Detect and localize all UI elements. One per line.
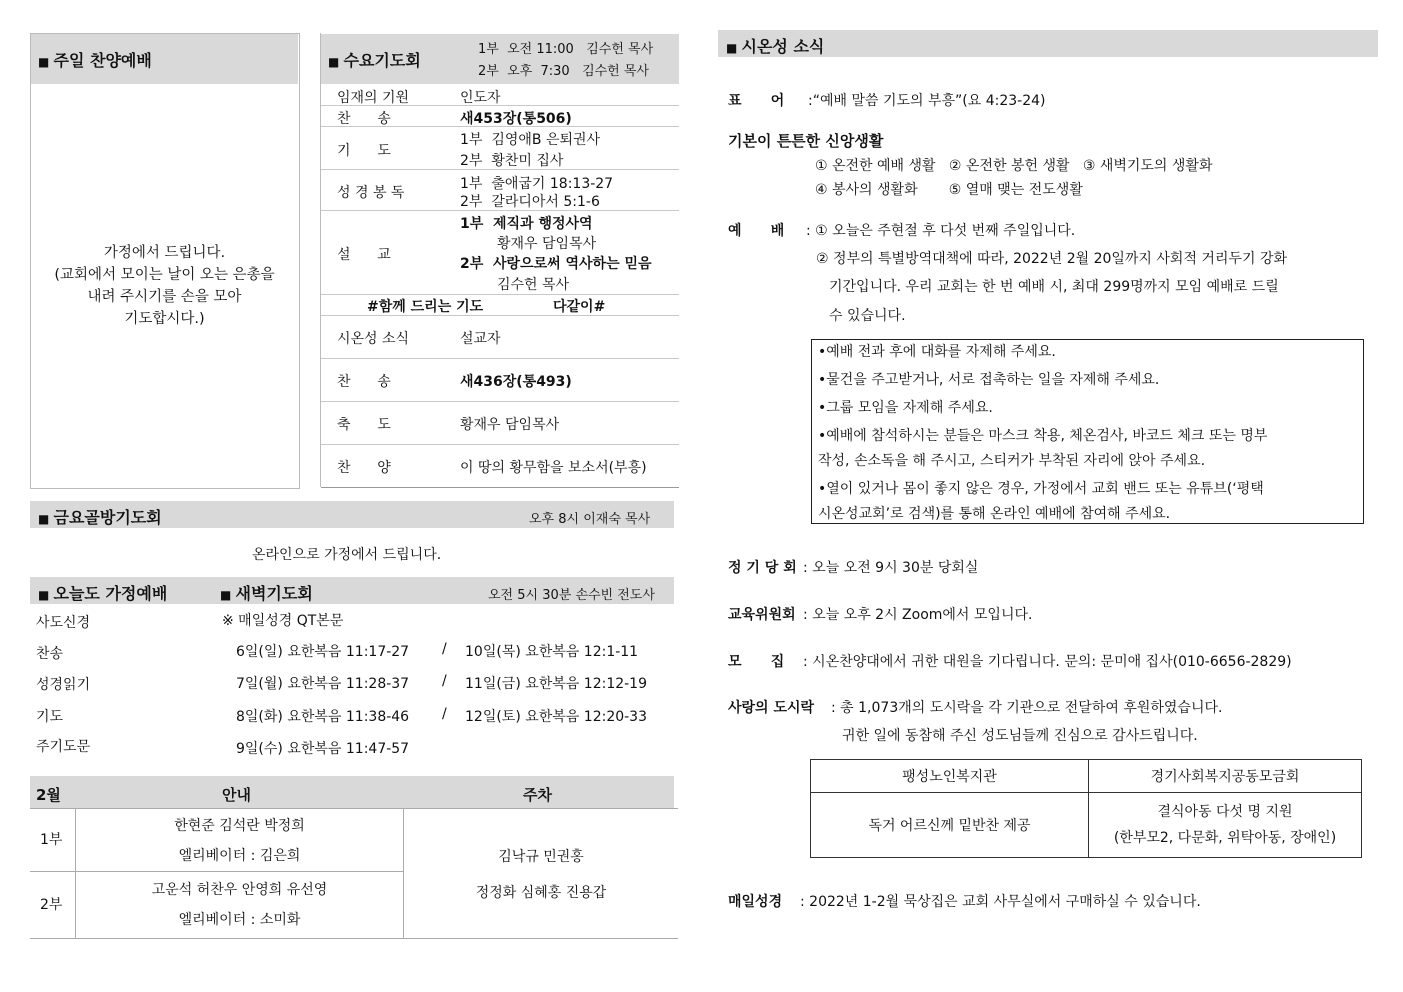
dawn-note: ※ 매일성경 QT본문 bbox=[222, 613, 344, 629]
service-header bbox=[30, 776, 674, 808]
service-divider bbox=[30, 938, 678, 939]
wed-content: 새453장(통506) bbox=[460, 111, 572, 127]
family-item: 사도신경 bbox=[36, 615, 91, 631]
dawn-right: 12일(토) 요한복음 12:20-33 bbox=[465, 709, 647, 725]
wed-label: 찬 송 bbox=[337, 374, 391, 390]
dawn-right: 10일(목) 요한복음 12:1-11 bbox=[465, 644, 639, 660]
basics-title: 기본이 튼튼한 신앙생활 bbox=[728, 132, 884, 150]
row-divider bbox=[321, 358, 679, 359]
dawn-left: 8일(화) 요한복음 11:38-46 bbox=[236, 709, 410, 725]
row-divider bbox=[321, 487, 679, 488]
wed-label: 찬 양 bbox=[337, 460, 391, 476]
meeting-label: 정 기 당 회 bbox=[728, 560, 797, 576]
wed-content: 황재우 담임목사 bbox=[497, 236, 597, 252]
bible-text: : 2022년 1-2월 묵상집은 교회 사무실에서 구매하실 수 있습니다. bbox=[800, 894, 1201, 910]
row-divider bbox=[321, 294, 679, 295]
news-title: ■ 시온성 소식 bbox=[726, 34, 824, 57]
wed-label: 기 도 bbox=[337, 143, 391, 159]
rule-item: •그룹 모임을 자제해 주세요. bbox=[818, 400, 993, 416]
service-guide-col: 안내 bbox=[222, 786, 251, 804]
sunday-line: (교회에서 모이는 날이 오는 은총을 bbox=[54, 267, 275, 283]
wed-content: 1부 제직과 행정사역 bbox=[460, 216, 593, 232]
friday-body: 온라인으로 가정에서 드립니다. bbox=[252, 547, 442, 563]
dawn-slash: / bbox=[442, 706, 447, 722]
dawn-left: 9일(수) 요한복음 11:47-57 bbox=[236, 741, 410, 757]
sunday-line: 기도합시다.) bbox=[124, 311, 205, 327]
dawn-left: 6일(일) 요한복음 11:17-27 bbox=[236, 644, 410, 660]
wed-content: 1부 출애굽기 18:13-27 bbox=[460, 176, 614, 192]
row-divider bbox=[321, 401, 679, 402]
part2-label: 2부 bbox=[40, 897, 63, 913]
wed-label: 축 도 bbox=[337, 417, 391, 433]
wed-label: 찬 송 bbox=[337, 111, 391, 127]
wed-content: 1부 김영애B 은퇴권사 bbox=[460, 132, 601, 148]
service-divider bbox=[403, 808, 404, 938]
dawn-left: 7일(월) 요한복음 11:28-37 bbox=[236, 676, 410, 692]
family-title: ■ 오늘도 가정예배 bbox=[38, 581, 167, 604]
rule-item: •물건을 주고받거나, 서로 접촉하는 일을 자제해 주세요. bbox=[818, 372, 1160, 388]
service-divider bbox=[30, 808, 678, 809]
dawn-slash: / bbox=[442, 641, 447, 657]
wed-content: 2부 갈라디아서 5:1-6 bbox=[460, 194, 600, 210]
family-item: 주기도문 bbox=[36, 739, 91, 755]
part1-elevator: 엘리베이터 : 김은희 bbox=[178, 848, 301, 864]
part2-names: 고운석 허찬우 안영희 유선영 bbox=[151, 882, 328, 898]
recruit-label: 모 집 bbox=[728, 654, 785, 670]
dawn-right: 11일(금) 요한복음 12:12-19 bbox=[465, 676, 647, 692]
rule-item: 시온성교회’로 검색)를 통해 온라인 예배에 참여해 주세요. bbox=[818, 506, 1171, 522]
wednesday-sched-1: 1부 오전 11:00 김수헌 목사 bbox=[478, 42, 654, 57]
part1-names: 한현준 김석란 박정희 bbox=[174, 818, 305, 834]
service-parking-col: 주차 bbox=[523, 786, 552, 804]
wed-content: 김수헌 목사 bbox=[497, 277, 570, 293]
wed-content: 황재우 담임목사 bbox=[460, 417, 560, 433]
family-item: 성경읽기 bbox=[36, 677, 91, 693]
family-item: 찬송 bbox=[36, 646, 64, 662]
dawn-slash: / bbox=[442, 673, 447, 689]
parking-line: 정정화 심혜홍 진용갑 bbox=[475, 885, 607, 901]
donation-table bbox=[810, 759, 1362, 858]
sunday-title: ■ 주일 찬양예배 bbox=[38, 48, 152, 71]
wed-content: 2부 사랑으로써 역사하는 믿음 bbox=[460, 256, 652, 272]
org-name: 경기사회복지공동모금회 bbox=[1089, 760, 1362, 793]
worship-line: 기간입니다. 우리 교회는 한 번 예배 시, 최대 299명까지 모임 예배로 드릴 bbox=[829, 279, 1279, 295]
wed-content: 2부 황찬미 집사 bbox=[460, 153, 564, 169]
recruit-text: : 시온찬양대에서 귀한 대원을 기다립니다. 문의: 문미애 집사(010-6656-2829) bbox=[803, 654, 1292, 670]
wednesday-box-left bbox=[320, 33, 321, 487]
wednesday-sched-2: 2부 오후 7:30 김수헌 목사 bbox=[478, 64, 649, 79]
wed-label: #함께 드리는 기도 bbox=[367, 299, 484, 315]
lunch-text: 귀한 일에 동참해 주신 성도님들께 진심으로 감사드립니다. bbox=[842, 728, 1198, 744]
sunday-line: 내려 주시기를 손을 모아 bbox=[87, 289, 242, 305]
rule-item: •열이 있거나 몸이 좋지 않은 경우, 가정에서 교회 밴드 또는 유튜브(‘평택 bbox=[818, 481, 1264, 497]
edu-label: 교육위원회 bbox=[728, 607, 796, 623]
basics-line: ④ 봉사의 생활화 ⑤ 열매 맺는 전도생활 bbox=[815, 182, 1083, 198]
worship-line: 수 있습니다. bbox=[829, 308, 906, 324]
bible-label: 매일성경 bbox=[728, 894, 783, 910]
lunch-text: : 총 1,073개의 도시락을 각 기관으로 전달하여 후원하였습니다. bbox=[831, 700, 1223, 716]
wed-label: 성 경 봉 독 bbox=[337, 185, 405, 201]
wed-content: 설교자 bbox=[460, 331, 501, 347]
dawn-sched: 오전 5시 30분 손수빈 전도사 bbox=[488, 588, 655, 603]
part1-label: 1부 bbox=[40, 832, 63, 848]
org-desc-cell bbox=[1089, 793, 1362, 858]
part2-elevator: 엘리베이터 : 소미화 bbox=[178, 912, 301, 928]
dawn-title: ■ 새벽기도회 bbox=[220, 581, 313, 604]
rule-item: •예배 전과 후에 대화를 자제해 주세요. bbox=[818, 344, 1056, 360]
lunch-label: 사랑의 도시락 bbox=[728, 700, 815, 716]
wed-label: 임재의 기원 bbox=[337, 90, 410, 106]
sunday-line: 가정에서 드립니다. bbox=[103, 245, 226, 261]
org-desc: 독거 어르신께 밑반찬 제공 bbox=[811, 793, 1089, 858]
org-desc: 결식아동 다섯 명 지원 bbox=[1157, 804, 1293, 820]
wednesday-title: ■ 수요기도회 bbox=[328, 48, 421, 71]
motto-text: :“예배 말씀 기도의 부흥”(요 4:23-24) bbox=[808, 93, 1046, 109]
worship-line: : ① 오늘은 주현절 후 다섯 번째 주일입니다. bbox=[806, 223, 1076, 239]
rule-item: 작성, 손소독을 해 주시고, 스티커가 부착된 자리에 앉아 주세요. bbox=[818, 453, 1206, 469]
service-divider bbox=[30, 871, 403, 872]
edu-text: : 오늘 오후 2시 Zoom에서 모입니다. bbox=[803, 607, 1033, 623]
friday-title: ■ 금요골방기도회 bbox=[38, 505, 162, 528]
org-name: 팽성노인복지관 bbox=[811, 760, 1089, 793]
worship-line: ② 정부의 특별방역대책에 따라, 2022년 2월 20일까지 사회적 거리두기 강화 bbox=[816, 251, 1288, 267]
wed-label: 설 교 bbox=[337, 247, 391, 263]
wed-content: 다같이# bbox=[553, 299, 606, 315]
wed-label: 시온성 소식 bbox=[337, 331, 410, 347]
service-month: 2월 bbox=[36, 786, 61, 804]
friday-sched: 오후 8시 이재숙 목사 bbox=[529, 512, 651, 527]
motto-label: 표 어 bbox=[728, 93, 785, 109]
wed-content: 새436장(통493) bbox=[460, 374, 572, 390]
wed-content: 인도자 bbox=[460, 90, 501, 106]
row-divider bbox=[321, 444, 679, 445]
basics-line: ① 온전한 예배 생활 ② 온전한 봉헌 생활 ③ 새벽기도의 생활화 bbox=[815, 158, 1213, 174]
org-desc: (한부모2, 다문화, 위탁아동, 장애인) bbox=[1113, 830, 1337, 846]
worship-label: 예 배 bbox=[728, 223, 785, 239]
meeting-text: : 오늘 오전 9시 30분 당회실 bbox=[803, 560, 979, 576]
family-item: 기도 bbox=[36, 709, 64, 725]
parking-line: 김낙규 민권홍 bbox=[498, 849, 584, 865]
rule-item: •예배에 참석하시는 분들은 마스크 착용, 체온검사, 바코드 체크 또는 명부 bbox=[818, 428, 1268, 444]
wed-content: 이 땅의 황무함을 보소서(부흥) bbox=[460, 460, 647, 476]
sunday-body bbox=[31, 242, 298, 330]
